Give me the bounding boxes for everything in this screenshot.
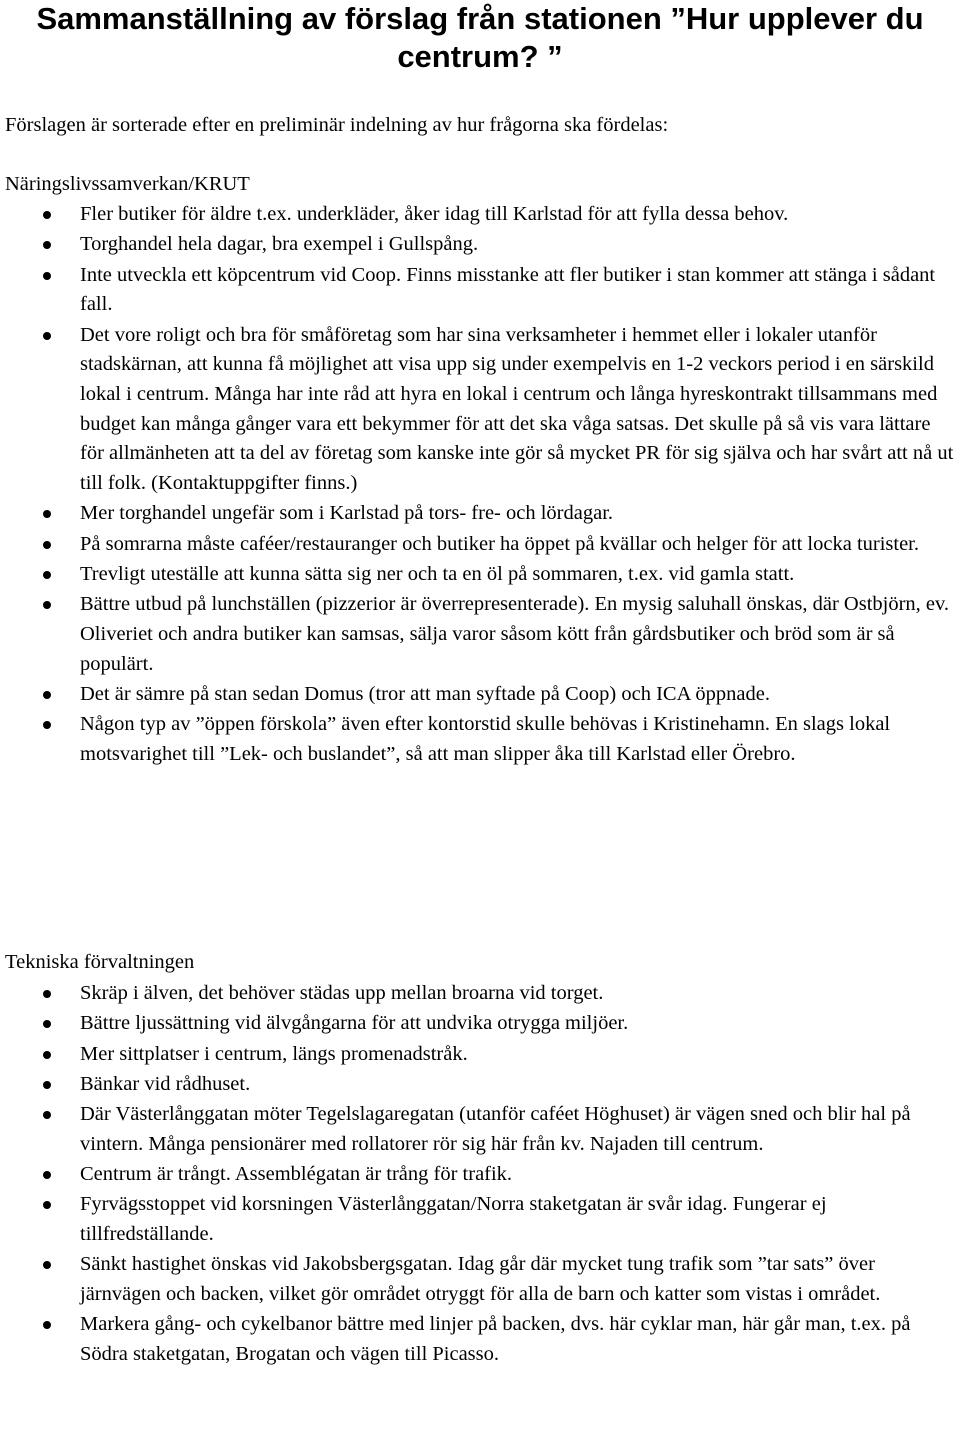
- list-item-text: Någon typ av ”öppen förskola” även efter kontorstid skulle behövas i Kristinehamn. En slags lokal motsvarighet till ”Lek- och buslandet”, så att man slipper åka till Karlstad eller Örebro.: [80, 713, 891, 765]
- list-item: [0, 261, 955, 320]
- list-item: [0, 1190, 955, 1249]
- section-heading-tekniska: Tekniska förvaltningen: [5, 951, 195, 973]
- list-item-text: Fler butiker för äldre t.ex. underkläder, åker idag till Karlstad för att fylla dessa behov.: [80, 203, 789, 225]
- intro-text: Förslagen är sorterade efter en preliminär indelning av hur frågorna ska fördelas:: [5, 114, 669, 136]
- list-item-text: Torghandel hela dagar, bra exempel i Gullspång.: [80, 233, 479, 256]
- list-item-text: Det är sämre på stan sedan Domus (tror att man syftade på Coop) och ICA öppnade.: [80, 683, 770, 705]
- bullet-icon: [43, 1051, 51, 1059]
- list-item-text: Bättre utbud på lunchställen (pizzerior är överrepresenterade). En mysig saluhall önskas, där Ostbjörn, ev. Oliveriet och andra butiker kan samsas, sälja varor såsom kött från gårdsbutiker och bröd som är så populärt.: [80, 593, 950, 675]
- list-item: [0, 230, 955, 260]
- list-item: [0, 680, 955, 710]
- list-item: [0, 590, 955, 679]
- list-item: [0, 1250, 955, 1309]
- list-item: [0, 1040, 955, 1070]
- bullet-icon: [43, 541, 51, 549]
- list-item: [0, 1310, 955, 1369]
- list-item: [0, 200, 955, 230]
- list-item-text: Inte utveckla ett köpcentrum vid Coop. Finns misstanke att fler butiker i stan kommer att stänga i sådant fall.: [80, 263, 936, 316]
- list-item-text: Mer sittplatser i centrum, längs promenadstråk.: [80, 1042, 468, 1065]
- bullet-icon: [43, 601, 51, 609]
- list-item: [0, 321, 955, 499]
- list-item-text: Bänkar vid rådhuset.: [80, 1072, 251, 1095]
- bullet-icon: [43, 691, 51, 699]
- bullet-icon: [43, 1171, 51, 1179]
- list-item-text: Skräp i älven, det behöver städas upp mellan broarna vid torget.: [80, 982, 604, 1004]
- bullet-icon: [43, 211, 51, 219]
- page-title: Sammanställning av förslag från stationen ”Hur upplever du centrum? ”: [36, 1, 924, 74]
- list-item: [0, 1160, 955, 1190]
- bullet-list-tekniska: [0, 979, 955, 1370]
- list-item-text: Där Västerlånggatan möter Tegelslagaregatan (utanför caféet Höghuset) är vägen sned och blir hal på vintern. Många pensionärer med rollatorer rör sig här från kv. Najaden till centrum.: [80, 1103, 911, 1155]
- list-item: [0, 499, 955, 529]
- list-item: [0, 710, 955, 769]
- list-item-text: Markera gång- och cykelbanor bättre med linjer på backen, dvs. här cyklar man, här går man, t.ex. på Södra staketgatan, Brogatan och vägen till Picasso.: [80, 1313, 911, 1366]
- list-item-text: Fyrvägsstoppet vid korsningen Västerlånggatan/Norra staketgatan är svår idag. Fungerar ej tillfredställande.: [80, 1193, 827, 1246]
- bullet-icon: [43, 721, 51, 729]
- bullet-icon: [43, 1261, 51, 1269]
- list-item: [0, 1009, 955, 1039]
- bullet-icon: [43, 571, 51, 579]
- bullet-icon: [43, 1321, 51, 1329]
- bullet-list-naringsliv: [0, 200, 955, 770]
- list-item-text: På somrarna måste caféer/restauranger och butiker ha öppet på kvällar och helger för att locka turister.: [80, 532, 919, 555]
- bullet-icon: [43, 332, 51, 340]
- list-item: [0, 979, 955, 1009]
- bullet-icon: [43, 1081, 51, 1089]
- list-item: [0, 1100, 955, 1159]
- bullet-icon: [43, 1111, 51, 1119]
- bullet-icon: [43, 1201, 51, 1209]
- list-item-text: Mer torghandel ungefär som i Karlstad på tors- fre- och lördagar.: [80, 502, 614, 525]
- section-heading-naringsliv: Näringslivssamverkan/KRUT: [5, 173, 250, 195]
- list-item: [0, 560, 955, 590]
- list-item-text: Det vore roligt och bra för småföretag som har sina verksamheter i hemmet eller i lokaler utanför stadskärnan, att kunna få möjlighet att visa upp sig under exempelvis en 1-2 veckors period i en särskild lokal i centrum. Många har inte råd att hyra en lokal i centrum och långa hyreskontrakt tillsammans med budget kan många gånger vara ett bekymmer för att det ska våga satsas. Det skulle på så vis vara lättare för allmänheten att ta del av företag som kanske inte gör så mycket PR för sig själva och har svårt att nå ut till folk. (Kontaktuppgifter finns.): [80, 323, 954, 495]
- bullet-icon: [43, 1020, 51, 1028]
- bullet-icon: [43, 510, 51, 518]
- bullet-icon: [43, 990, 51, 998]
- list-item-text: Bättre ljussättning vid älvgångarna för att undvika otrygga miljöer.: [80, 1012, 629, 1035]
- bullet-icon: [43, 272, 51, 280]
- list-item-text: Sänkt hastighet önskas vid Jakobsbergsgatan. Idag går där mycket tung trafik som ”tar sats” över järnvägen och backen, vilket gör området otryggt för alla de barn och katter som vistas i området.: [80, 1253, 881, 1306]
- list-item: [0, 530, 955, 560]
- list-item-text: Centrum är trångt. Assemblégatan är trång för trafik.: [80, 1163, 513, 1186]
- bullet-icon: [43, 241, 51, 249]
- list-item-text: Trevligt uteställe att kunna sätta sig ner och ta en öl på sommaren, t.ex. vid gamla statt.: [80, 563, 795, 585]
- list-item: [0, 1070, 955, 1100]
